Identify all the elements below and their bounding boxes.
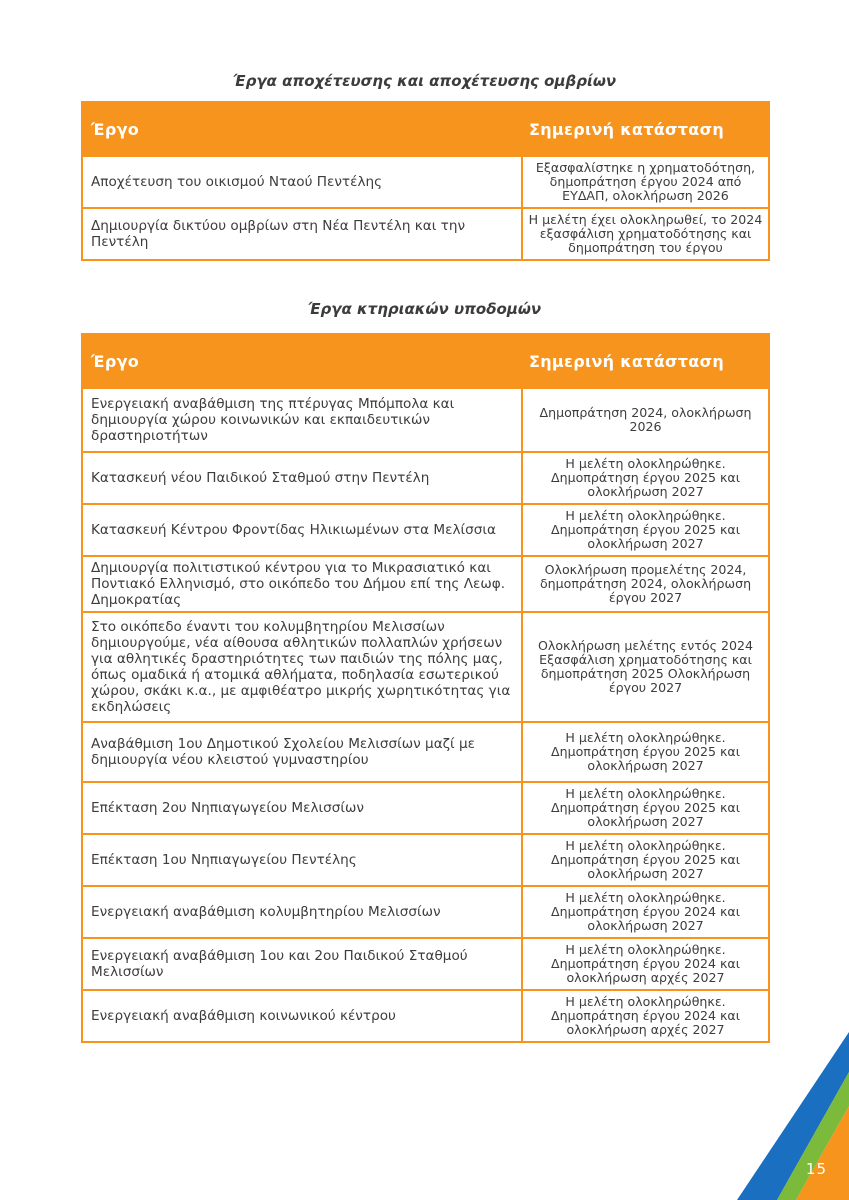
- column-header-project: Έργο: [82, 334, 522, 388]
- status-cell: Η μελέτη ολοκληρώθηκε. Δημοπράτηση έργου 2024 και ολοκλήρωση αρχές 2027: [522, 938, 769, 990]
- table-row: [82, 834, 769, 886]
- status-cell: Η μελέτη ολοκληρώθηκε. Δημοπράτηση έργου 2025 και ολοκλήρωση 2027: [522, 834, 769, 886]
- table-row: [82, 388, 769, 452]
- section-title-buildings: Έργα κτηριακών υποδομών: [307, 300, 542, 318]
- project-cell: Ενεργειακή αναβάθμιση κολυμβητηρίου Μελισσίων: [82, 886, 522, 938]
- table-row: [82, 938, 769, 990]
- table-row: [82, 452, 769, 504]
- column-header-status: Σημερινή κατάσταση: [522, 334, 769, 388]
- project-cell: Δημιουργία πολιτιστικού κέντρου για το Μικρασιατικό και Ποντιακό Ελληνισμό, στο οικόπεδο του Δήμου επί της Λεωφ. Δημοκρατίας: [82, 556, 522, 612]
- status-cell: Ολοκλήρωση προμελέτης 2024, δημοπράτηση 2024, ολοκλήρωση έργου 2027: [522, 556, 769, 612]
- project-cell: Κατασκευή νέου Παιδικού Σταθμού στην Πεντέλη: [82, 452, 522, 504]
- section-title-sewerage: Έργα αποχέτευσης και αποχέτευσης ομβρίων: [232, 72, 617, 90]
- project-cell: Επέκταση 2ου Νηπιαγωγείου Μελισσίων: [82, 782, 522, 834]
- column-header-project: Έργο: [82, 102, 522, 156]
- table-row: [82, 612, 769, 722]
- status-cell: Ολοκλήρωση μελέτης εντός 2024 Εξασφάλιση χρηματοδότησης και δημοπράτηση 2025 Ολοκλήρωση έργου 2027: [522, 612, 769, 722]
- project-cell: Αποχέτευση του οικισμού Νταού Πεντέλης: [82, 156, 522, 208]
- table-row: [82, 782, 769, 834]
- table-row: [82, 156, 769, 208]
- table-row: [82, 504, 769, 556]
- project-cell: Αναβάθμιση 1ου Δημοτικού Σχολείου Μελισσίων μαζί με δημιουργία νέου κλειστού γυμναστηρίου: [82, 722, 522, 782]
- table-row: [82, 886, 769, 938]
- status-cell: Η μελέτη ολοκληρώθηκε. Δημοπράτηση έργου 2025 και ολοκλήρωση 2027: [522, 452, 769, 504]
- sewerage-projects-table: [81, 101, 770, 261]
- project-cell: Επέκταση 1ου Νηπιαγωγείου Πεντέλης: [82, 834, 522, 886]
- project-cell: Δημιουργία δικτύου ομβρίων στη Νέα Πεντέλη και την Πεντέλη: [82, 208, 522, 260]
- table-row: [82, 556, 769, 612]
- status-cell: Η μελέτη ολοκληρώθηκε. Δημοπράτηση έργου 2025 και ολοκλήρωση 2027: [522, 504, 769, 556]
- table-header-row: [82, 102, 769, 156]
- status-cell: Η μελέτη έχει ολοκληρωθεί, το 2024 εξασφάλιση χρηματοδότησης και δημοπράτηση του έργου: [522, 208, 769, 260]
- column-header-status: Σημερινή κατάσταση: [522, 102, 769, 156]
- page-number: 15: [805, 1160, 827, 1178]
- project-cell: Ενεργειακή αναβάθμιση 1ου και 2ου Παιδικού Σταθμού Μελισσίων: [82, 938, 522, 990]
- status-cell: Η μελέτη ολοκληρώθηκε. Δημοπράτηση έργου 2025 και ολοκλήρωση 2027: [522, 782, 769, 834]
- project-cell: Ενεργειακή αναβάθμιση κοινωνικού κέντρου: [82, 990, 522, 1042]
- table-header-row: [82, 334, 769, 388]
- table-row: [82, 990, 769, 1042]
- building-projects-table: [81, 333, 770, 1043]
- project-cell: Ενεργειακή αναβάθμιση της πτέρυγας Μπόμπολα και δημιουργία χώρου κοινωνικών και εκπαιδευτικών δραστηριοτήτων: [82, 388, 522, 452]
- table-row: [82, 208, 769, 260]
- status-cell: Η μελέτη ολοκληρώθηκε. Δημοπράτηση έργου 2025 και ολοκλήρωση 2027: [522, 722, 769, 782]
- project-cell: Κατασκευή Κέντρου Φροντίδας Ηλικιωμένων στα Μελίσσια: [82, 504, 522, 556]
- status-cell: Η μελέτη ολοκληρώθηκε. Δημοπράτηση έργου 2024 και ολοκλήρωση αρχές 2027: [522, 990, 769, 1042]
- table-row: [82, 722, 769, 782]
- status-cell: Δημοπράτηση 2024, ολοκλήρωση 2026: [522, 388, 769, 452]
- status-cell: Εξασφαλίστηκε η χρηματοδότηση, δημοπράτηση έργου 2024 από ΕΥΔΑΠ, ολοκλήρωση 2026: [522, 156, 769, 208]
- project-cell: Στο οικόπεδο έναντι του κολυμβητηρίου Μελισσίων δημιουργούμε, νέα αίθουσα αθλητικών πολλαπλών χρήσεων για αθλητικές δραστηριότητες των παιδιών της πόλης μας, όπως ομαδικά ή ατομικά αθλήματα, ποδηλασία εσωτερικού χώρου, σκάκι κ.α., με αμφιθέατρο μικρής χωρητικότητας για εκδηλώσεις: [82, 612, 522, 722]
- status-cell: Η μελέτη ολοκληρώθηκε. Δημοπράτηση έργου 2024 και ολοκλήρωση 2027: [522, 886, 769, 938]
